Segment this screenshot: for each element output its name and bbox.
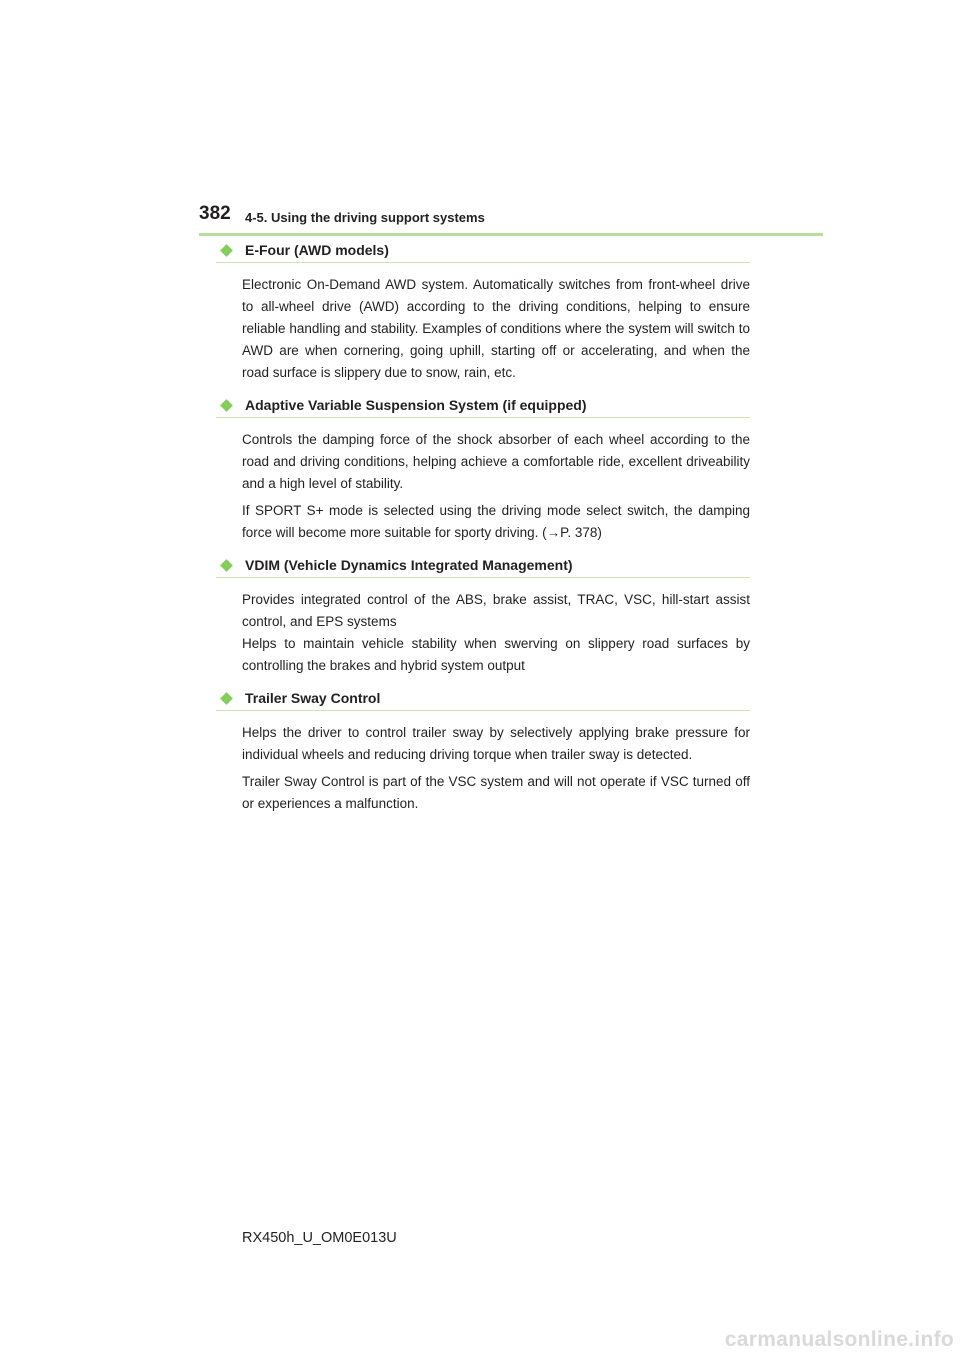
item-paragraph: Trailer Sway Control is part of the VSC system and will not operate if VSC turned off or experiences a malfunction. [242,774,750,811]
item-heading [216,397,750,418]
item-paragraph: Electronic On-Demand AWD system. Automatically switches from front-wheel drive to all-wheel drive (AWD) according to the driving conditions, helping to ensure reliable handling and stability. Examples of conditions where the system will switch to AWD are when cornering, going uphill, starting off or accelerating, and when the road surface is slippery due to snow, rain, etc. [242,277,750,380]
item-title: VDIM (Vehicle Dynamics Integrated Management) [245,557,573,573]
section-title: 4-5. Using the driving support systems [245,210,485,225]
diamond-bullet-icon [220,692,233,705]
item-title: Adaptive Variable Suspension System (if equipped) [245,397,587,413]
diamond-bullet-icon [220,399,233,412]
page-number: 382 [199,203,231,224]
item-title: Trailer Sway Control [245,690,381,706]
item-paragraph: Controls the damping force of the shock absorber of each wheel according to the road and driving conditions, helping achieve a comfortable ride, excellent driveability and a high level of stability. [242,432,750,491]
page-header [199,203,823,236]
item-paragraph: Helps to maintain vehicle stability when swerving on slippery road surfaces by controlling the brakes and hybrid system output [242,636,750,673]
manual-code: RX450h_U_OM0E013U [242,1230,397,1246]
item-e-four [216,242,750,384]
item-trailer-sway [216,690,750,815]
page-content [216,242,750,828]
item-heading [216,242,750,263]
item-heading [216,557,750,578]
item-paragraph: If SPORT S+ mode is selected using the driving mode select switch, the damping force will become more suitable for sporty driving. (→P. 378) [242,503,750,540]
diamond-bullet-icon [220,244,233,257]
diamond-bullet-icon [220,559,233,572]
watermark: carmanualsonline.info [724,1328,954,1351]
item-paragraph: Provides integrated control of the ABS, brake assist, TRAC, VSC, hill-start assist control, and EPS systems [242,592,750,629]
item-vdim [216,557,750,677]
item-paragraph: Helps the driver to control trailer sway by selectively applying brake pressure for individual wheels and reducing driving torque when trailer sway is detected. [242,725,750,762]
item-title: E-Four (AWD models) [245,242,389,258]
item-adaptive-suspension [216,397,750,544]
item-heading [216,690,750,711]
